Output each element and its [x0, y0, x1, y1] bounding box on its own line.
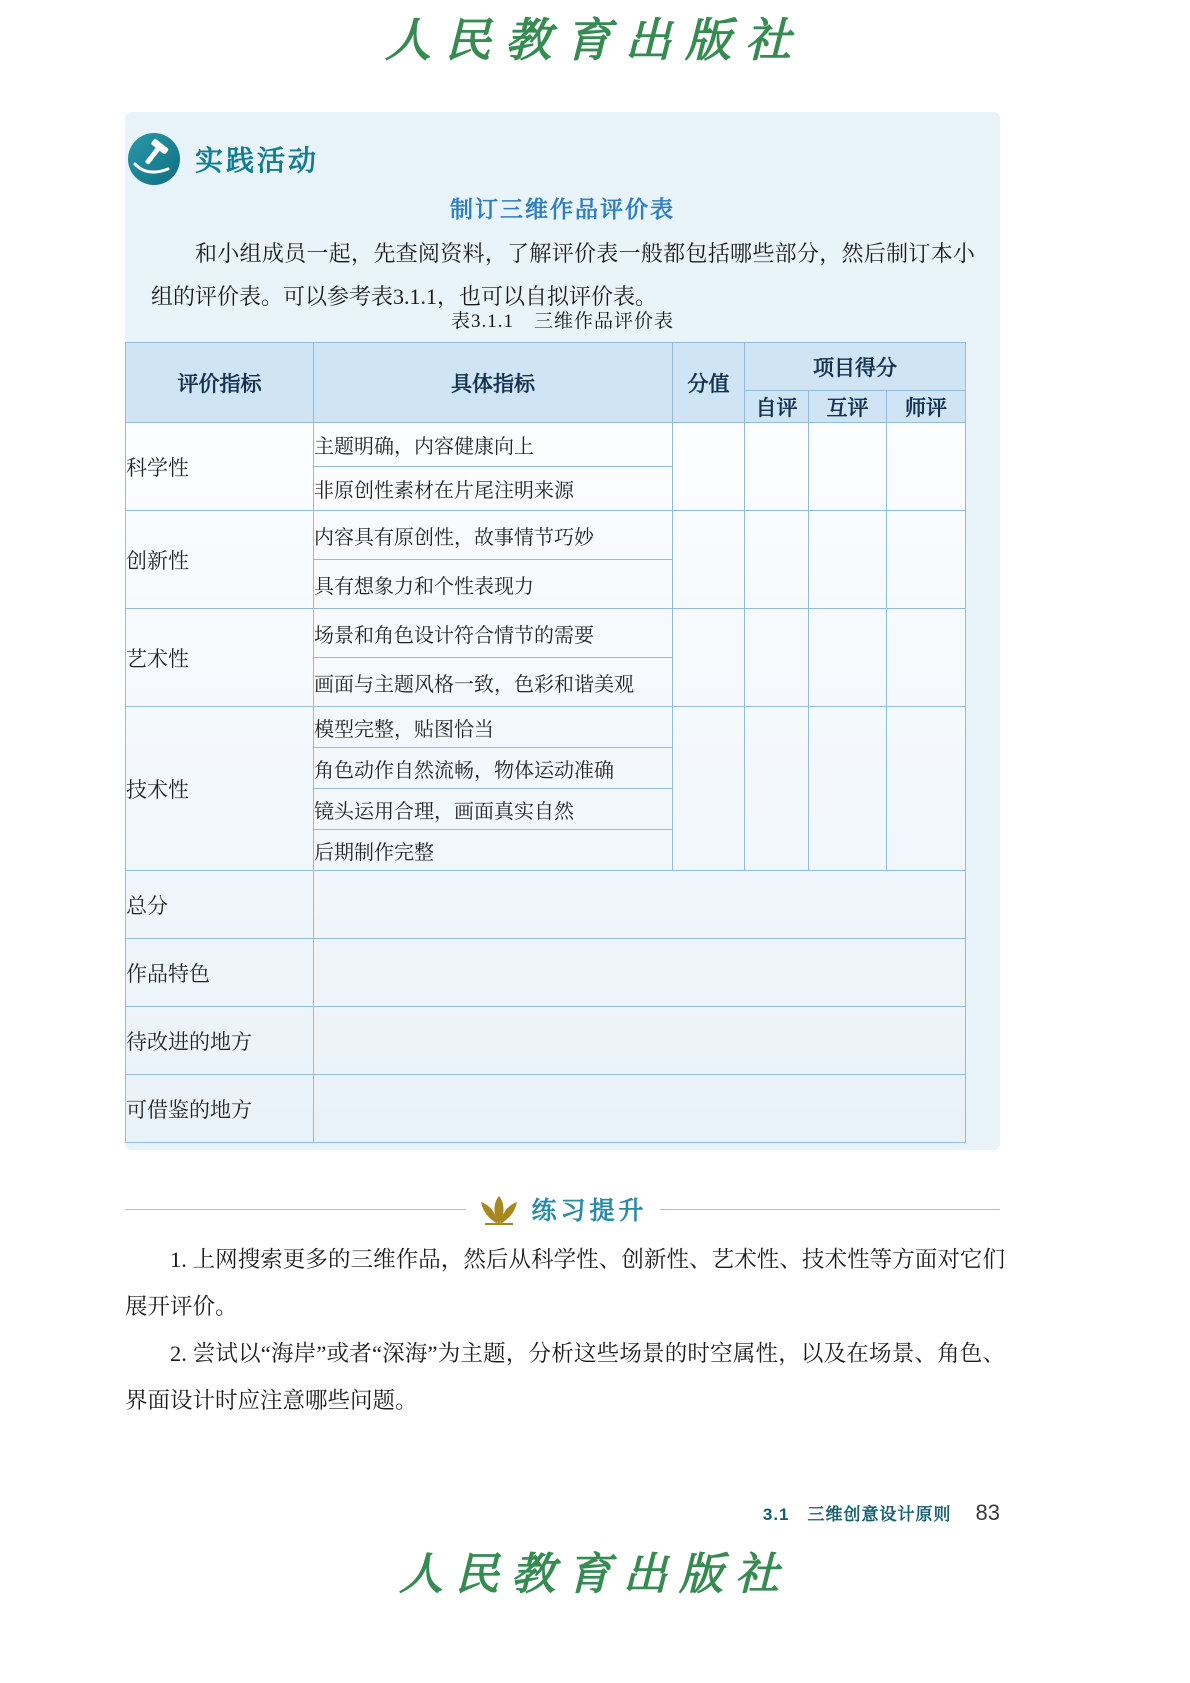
specific-indicator: 内容具有原创性，故事情节巧妙	[314, 511, 673, 560]
activity-subtitle: 制订三维作品评价表	[450, 196, 675, 222]
peer-eval-blank-cell	[809, 511, 887, 609]
score-blank-cell	[673, 609, 745, 707]
table-row	[126, 707, 966, 748]
peer-eval-blank-cell	[809, 423, 887, 511]
specific-indicator: 模型完整，贴图恰当	[314, 707, 673, 748]
summary-blank-cell	[314, 939, 966, 1007]
paint-tools-icon	[127, 132, 181, 186]
col-header-peer-eval: 互评	[809, 391, 887, 423]
table-caption: 表3.1.1 三维作品评价表	[450, 311, 674, 332]
publisher-watermark-top: 人民教育出版社	[385, 13, 805, 67]
specific-indicator: 后期制作完整	[314, 830, 673, 871]
score-blank-cell	[673, 423, 745, 511]
col-header-score: 分值	[673, 343, 745, 423]
activity-intro-paragraph: 和小组成员一起，先查阅资料，了解评价表一般都包括哪些部分，然后制订本小组的评价表。可以参考表3.1.1，也可以自拟评价表。	[151, 241, 975, 309]
specific-indicator: 镜头运用合理，画面真实自然	[314, 789, 673, 830]
specific-indicator: 主题明确，内容健康向上	[314, 423, 673, 467]
summary-label-reference: 可借鉴的地方	[126, 1075, 314, 1143]
category-label-artistic: 艺术性	[126, 609, 314, 707]
activity-header	[127, 116, 319, 202]
peer-eval-blank-cell	[809, 707, 887, 871]
col-header-specific: 具体指标	[314, 343, 673, 423]
table-row	[126, 609, 966, 658]
page-footer	[763, 1500, 1000, 1526]
table-row	[126, 511, 966, 560]
exercise-item-2: 2. 尝试以“海岸”或者“深海”为主题，分析这些场景的时空属性，以及在场景、角色、界面设计时应注意哪些问题。	[125, 1341, 1005, 1413]
table-row	[126, 871, 966, 939]
exercise-item-1: 1. 上网搜索更多的三维作品，然后从科学性、创新性、艺术性、技术性等方面对它们展开评价。	[125, 1247, 1005, 1319]
self-eval-blank-cell	[745, 511, 809, 609]
self-eval-blank-cell	[745, 609, 809, 707]
practice-exercises	[125, 1236, 1005, 1424]
table-header-row	[126, 343, 966, 391]
teacher-eval-blank-cell	[887, 511, 966, 609]
col-header-project-score: 项目得分	[745, 343, 966, 391]
summary-label-total: 总分	[126, 871, 314, 939]
practice-title: 练习提升	[531, 1197, 648, 1225]
peer-eval-blank-cell	[809, 609, 887, 707]
teacher-eval-blank-cell	[887, 707, 966, 871]
specific-indicator: 具有想象力和个性表现力	[314, 560, 673, 609]
specific-indicator: 场景和角色设计符合情节的需要	[314, 609, 673, 658]
summary-label-features: 作品特色	[126, 939, 314, 1007]
practice-activity-panel	[125, 112, 1000, 1150]
category-label-innovation: 创新性	[126, 511, 314, 609]
summary-blank-cell	[314, 871, 966, 939]
table-row	[126, 1007, 966, 1075]
evaluation-table	[125, 342, 966, 1143]
table-row	[126, 1075, 966, 1143]
lotus-leaf-icon	[478, 1193, 520, 1225]
col-header-self-eval: 自评	[745, 391, 809, 423]
category-label-technical: 技术性	[126, 707, 314, 871]
teacher-eval-blank-cell	[887, 609, 966, 707]
specific-indicator: 画面与主题风格一致，色彩和谐美观	[314, 658, 673, 707]
summary-blank-cell	[314, 1007, 966, 1075]
self-eval-blank-cell	[745, 707, 809, 871]
summary-blank-cell	[314, 1075, 966, 1143]
table-row	[126, 423, 966, 467]
footer-section-title: 3.1 三维创意设计原则	[762, 1505, 952, 1524]
publisher-watermark-bottom: 人民教育出版社	[399, 1549, 791, 1600]
footer-page-number: 83	[975, 1500, 1000, 1525]
activity-title: 实践活动	[195, 145, 320, 177]
specific-indicator: 非原创性素材在片尾注明来源	[314, 467, 673, 511]
teacher-eval-blank-cell	[887, 423, 966, 511]
divider-line-right	[660, 1209, 1001, 1210]
col-header-teacher-eval: 师评	[887, 391, 966, 423]
divider-line-left	[125, 1209, 466, 1210]
category-label-scientific: 科学性	[126, 423, 314, 511]
score-blank-cell	[673, 511, 745, 609]
specific-indicator: 角色动作自然流畅，物体运动准确	[314, 748, 673, 789]
score-blank-cell	[673, 707, 745, 871]
summary-label-improvements: 待改进的地方	[126, 1007, 314, 1075]
col-header-indicator: 评价指标	[126, 343, 314, 423]
practice-section-header	[125, 1192, 1000, 1226]
table-row	[126, 939, 966, 1007]
self-eval-blank-cell	[745, 423, 809, 511]
